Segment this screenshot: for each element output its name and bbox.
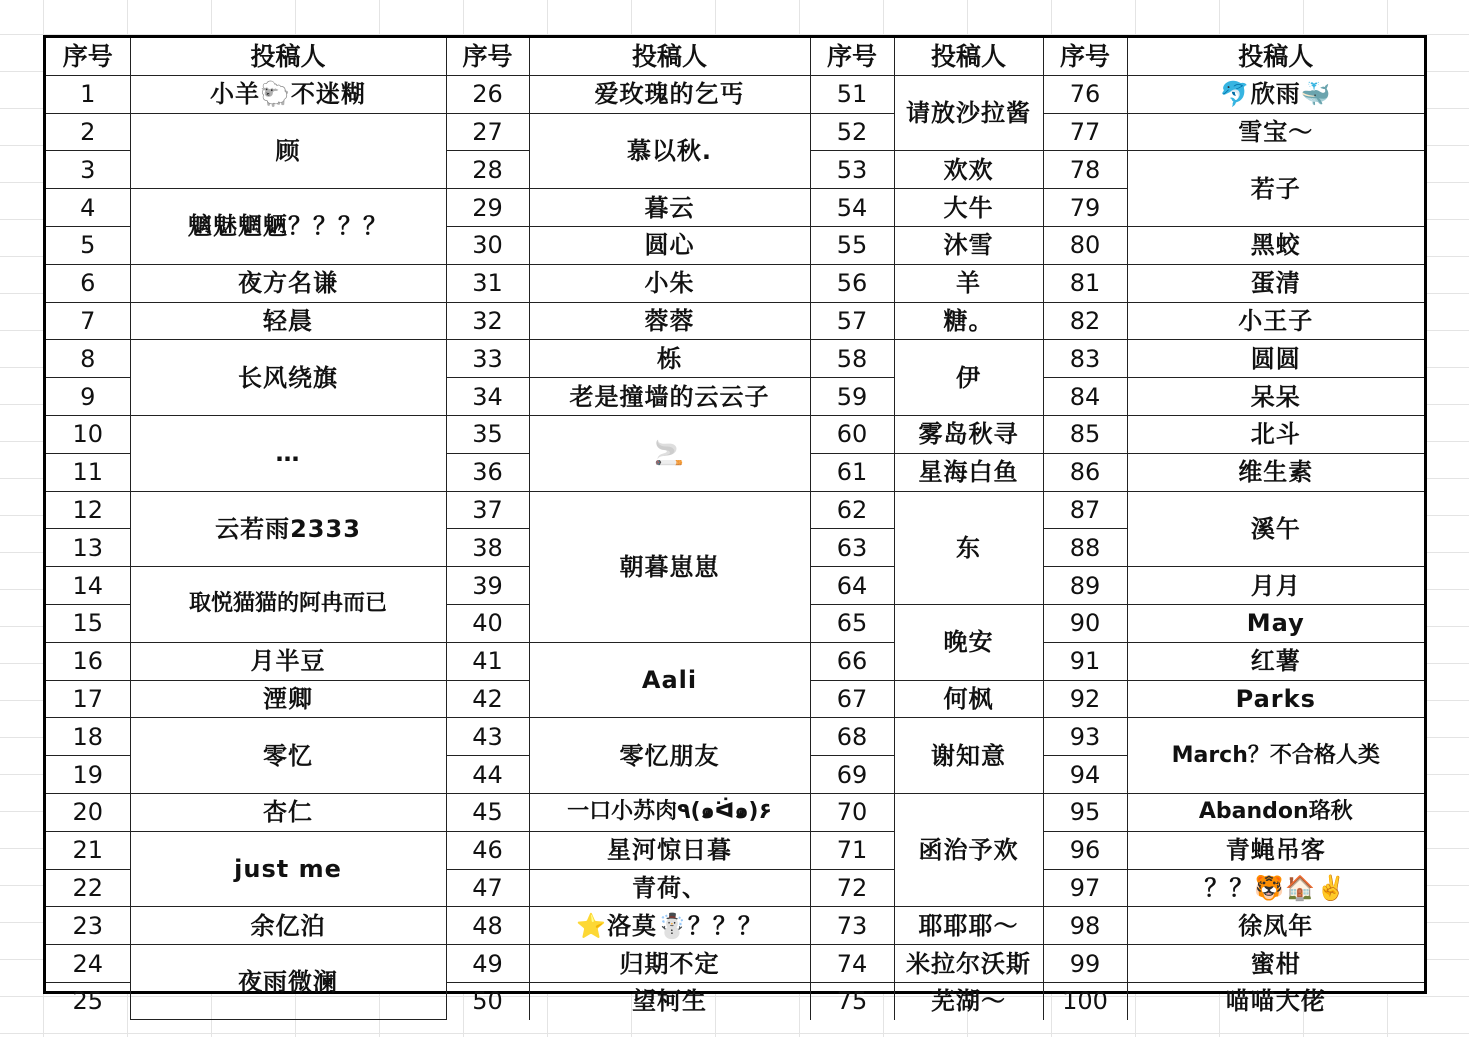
submitter-cell: 呆呆 [1127,378,1424,416]
submitter-cell: 雾岛秋寻 [894,415,1043,453]
seq-cell: 98 [1043,907,1127,945]
submitter-cell: 沐雪 [894,226,1043,264]
submitter-cell: 夜方名谦 [130,264,446,302]
seq-cell: 35 [446,415,529,453]
submitter-cell: 老是撞墙的云云子 [529,378,810,416]
table-row [46,718,1424,756]
seq-cell: 65 [810,604,894,642]
seq-cell: 55 [810,226,894,264]
submitter-cell: 圆圆 [1127,340,1424,378]
submitter-cell: 夜雨微澜 [130,945,446,1020]
seq-cell: 12 [46,491,130,529]
seq-cell: 1 [46,75,130,113]
seq-cell: 27 [446,113,529,151]
seq-cell: 40 [446,604,529,642]
header-row [46,38,1424,75]
submitter-cell: 零忆朋友 [529,718,810,794]
seq-cell: 50 [446,982,529,1019]
seq-cell: 19 [46,756,130,794]
seq-cell: 85 [1043,415,1127,453]
seq-cell: 8 [46,340,130,378]
seq-cell: 24 [46,945,130,983]
seq-cell: 45 [446,793,529,831]
seq-cell: 26 [446,75,529,113]
submitter-cell: 羊 [894,264,1043,302]
submitter-cell: 芜湖～ [894,982,1043,1019]
submitter-cell: 顾 [130,113,446,189]
header-seq: 序号 [810,38,894,75]
seq-cell: 33 [446,340,529,378]
seq-cell: 86 [1043,453,1127,491]
seq-cell: 44 [446,756,529,794]
submitter-cell: 星海白鱼 [894,453,1043,491]
submitter-cell: 请放沙拉酱 [894,75,1043,151]
header-submitter: 投稿人 [529,38,810,75]
submitter-cell: 爱玫瑰的乞丐 [529,75,810,113]
seq-cell: 10 [46,415,130,453]
submitter-cell: 大牛 [894,189,1043,227]
seq-cell: 46 [446,831,529,869]
submitter-cell: 圆心 [529,226,810,264]
seq-cell: 31 [446,264,529,302]
submitter-cell: 若子 [1127,151,1424,227]
seq-cell: 36 [446,453,529,491]
submitter-cell: Abandon珞秋 [1127,793,1424,831]
seq-cell: 29 [446,189,529,227]
seq-cell: 70 [810,793,894,831]
seq-cell: 58 [810,340,894,378]
table-row [46,831,1424,869]
seq-cell: 66 [810,642,894,680]
submitter-cell: 余亿泊 [130,907,446,945]
header-seq: 序号 [46,38,130,75]
seq-cell: 2 [46,113,130,151]
seq-cell: 62 [810,491,894,529]
seq-cell: 74 [810,945,894,983]
seq-cell: 75 [810,982,894,1019]
submitter-cell: 慕以秋. [529,113,810,189]
seq-cell: 6 [46,264,130,302]
seq-cell: 57 [810,302,894,340]
submitter-cell: 青蝇吊客 [1127,831,1424,869]
seq-cell: 76 [1043,75,1127,113]
seq-cell: 30 [446,226,529,264]
seq-cell: 34 [446,378,529,416]
table-body [46,38,1424,1020]
seq-cell: 99 [1043,945,1127,983]
seq-cell: 5 [46,226,130,264]
seq-cell: 22 [46,869,130,907]
submitter-cell: 杏仁 [130,793,446,831]
seq-cell: 21 [46,831,130,869]
submitter-cell: 雪宝～ [1127,113,1424,151]
seq-cell: 67 [810,680,894,718]
seq-cell: 87 [1043,491,1127,529]
submitter-table [46,38,1424,1020]
submitter-cell: 望柯生 [529,982,810,1019]
seq-cell: 89 [1043,567,1127,605]
submitter-cell: 维生素 [1127,453,1424,491]
seq-cell: 13 [46,529,130,567]
seq-cell: 56 [810,264,894,302]
submitter-cell: 零忆 [130,718,446,794]
submitter-cell: 红薯 [1127,642,1424,680]
submitter-cell: 暮云 [529,189,810,227]
seq-cell: 72 [810,869,894,907]
seq-cell: 63 [810,529,894,567]
seq-cell: 32 [446,302,529,340]
submitter-cell: 糖。 [894,302,1043,340]
seq-cell: 64 [810,567,894,605]
seq-cell: 77 [1043,113,1127,151]
submitter-cell: 蓉蓉 [529,302,810,340]
seq-cell: 49 [446,945,529,983]
submitter-cell: 晚安 [894,604,1043,680]
seq-cell: 68 [810,718,894,756]
table-row [46,793,1424,831]
submitter-cell: 栎 [529,340,810,378]
submitter-cell: 青荷、 [529,869,810,907]
table-row [46,415,1424,453]
submitter-cell: 魑魅魍魉？？？？ [130,189,446,265]
submitter-cell: 湮卿 [130,680,446,718]
seq-cell: 48 [446,907,529,945]
seq-cell: 11 [46,453,130,491]
table-row [46,945,1424,983]
seq-cell: 83 [1043,340,1127,378]
seq-cell: 82 [1043,302,1127,340]
seq-cell: 4 [46,189,130,227]
submitter-cell: 归期不定 [529,945,810,983]
seq-cell: 97 [1043,869,1127,907]
submitter-cell: … [130,415,446,491]
seq-cell: 25 [46,982,130,1019]
seq-cell: 60 [810,415,894,453]
seq-cell: 92 [1043,680,1127,718]
submitter-table-frame [43,35,1427,1016]
seq-cell: 84 [1043,378,1127,416]
submitter-cell: 北斗 [1127,415,1424,453]
seq-cell: 61 [810,453,894,491]
seq-cell: 14 [46,567,130,605]
seq-cell: 95 [1043,793,1127,831]
seq-cell: 17 [46,680,130,718]
seq-cell: 28 [446,151,529,189]
submitter-cell: 小羊🐑不迷糊 [130,75,446,113]
seq-cell: 47 [446,869,529,907]
submitter-cell: just me [130,831,446,907]
table-row [46,340,1424,378]
submitter-cell: 小朱 [529,264,810,302]
submitter-cell: 谢知意 [894,718,1043,794]
seq-cell: 91 [1043,642,1127,680]
seq-cell: 78 [1043,151,1127,189]
seq-cell: 80 [1043,226,1127,264]
seq-cell: 7 [46,302,130,340]
seq-cell: 42 [446,680,529,718]
submitter-cell: 欢欢 [894,151,1043,189]
table-row [46,491,1424,529]
submitter-cell: ⭐洛莫☃️？？？ [529,907,810,945]
submitter-cell: March？不合格人类 [1127,718,1424,794]
table-row [46,642,1424,680]
seq-cell: 9 [46,378,130,416]
seq-cell: 23 [46,907,130,945]
submitter-cell: 米拉尔沃斯 [894,945,1043,983]
submitter-cell: 伊 [894,340,1043,416]
submitter-cell: 月半豆 [130,642,446,680]
seq-cell: 18 [46,718,130,756]
seq-cell: 20 [46,793,130,831]
submitter-cell: 蜜柑 [1127,945,1424,983]
table-row [46,113,1424,151]
table-row [46,75,1424,113]
submitter-cell: May [1127,604,1424,642]
header-submitter: 投稿人 [1127,38,1424,75]
seq-cell: 15 [46,604,130,642]
seq-cell: 39 [446,567,529,605]
header-submitter: 投稿人 [894,38,1043,75]
seq-cell: 59 [810,378,894,416]
submitter-cell: 一口小苏肉٩(๑ᐛ๑)۶ [529,793,810,831]
submitter-cell: 月月 [1127,567,1424,605]
seq-cell: 96 [1043,831,1127,869]
seq-cell: 100 [1043,982,1127,1019]
header-seq: 序号 [446,38,529,75]
seq-cell: 37 [446,491,529,529]
seq-cell: 16 [46,642,130,680]
submitter-cell: 🚬 [529,415,810,491]
submitter-cell: 黑蛟 [1127,226,1424,264]
seq-cell: 52 [810,113,894,151]
seq-cell: 3 [46,151,130,189]
submitter-cell: 云若雨2333 [130,491,446,567]
seq-cell: 93 [1043,718,1127,756]
seq-cell: 38 [446,529,529,567]
submitter-cell: Parks [1127,680,1424,718]
seq-cell: 94 [1043,756,1127,794]
submitter-cell: 取悦猫猫的阿冉而已 [130,567,446,643]
header-seq: 序号 [1043,38,1127,75]
submitter-cell: 徐凤年 [1127,907,1424,945]
submitter-cell: 朝暮崽崽 [529,491,810,642]
header-submitter: 投稿人 [130,38,446,75]
table-row [46,264,1424,302]
seq-cell: 81 [1043,264,1127,302]
submitter-cell: 轻晨 [130,302,446,340]
seq-cell: 88 [1043,529,1127,567]
seq-cell: 43 [446,718,529,756]
seq-cell: 51 [810,75,894,113]
submitter-cell: ？？🐯🏠✌️ [1127,869,1424,907]
table-row [46,302,1424,340]
submitter-cell: 耶耶耶～ [894,907,1043,945]
table-row [46,907,1424,945]
submitter-cell: 何枫 [894,680,1043,718]
seq-cell: 73 [810,907,894,945]
submitter-cell: 小王子 [1127,302,1424,340]
submitter-cell: 溪午 [1127,491,1424,567]
submitter-cell: Aali [529,642,810,718]
seq-cell: 53 [810,151,894,189]
seq-cell: 41 [446,642,529,680]
seq-cell: 54 [810,189,894,227]
seq-cell: 69 [810,756,894,794]
submitter-cell: 函治予欢 [894,793,1043,906]
submitter-cell: 长风绕旗 [130,340,446,416]
seq-cell: 71 [810,831,894,869]
submitter-cell: 蛋清 [1127,264,1424,302]
submitter-cell: 🐬欣雨🐳 [1127,75,1424,113]
seq-cell: 79 [1043,189,1127,227]
submitter-cell: 星河惊日暮 [529,831,810,869]
submitter-cell: 东 [894,491,1043,604]
seq-cell: 90 [1043,604,1127,642]
submitter-cell: 喵喵大佬 [1127,982,1424,1019]
